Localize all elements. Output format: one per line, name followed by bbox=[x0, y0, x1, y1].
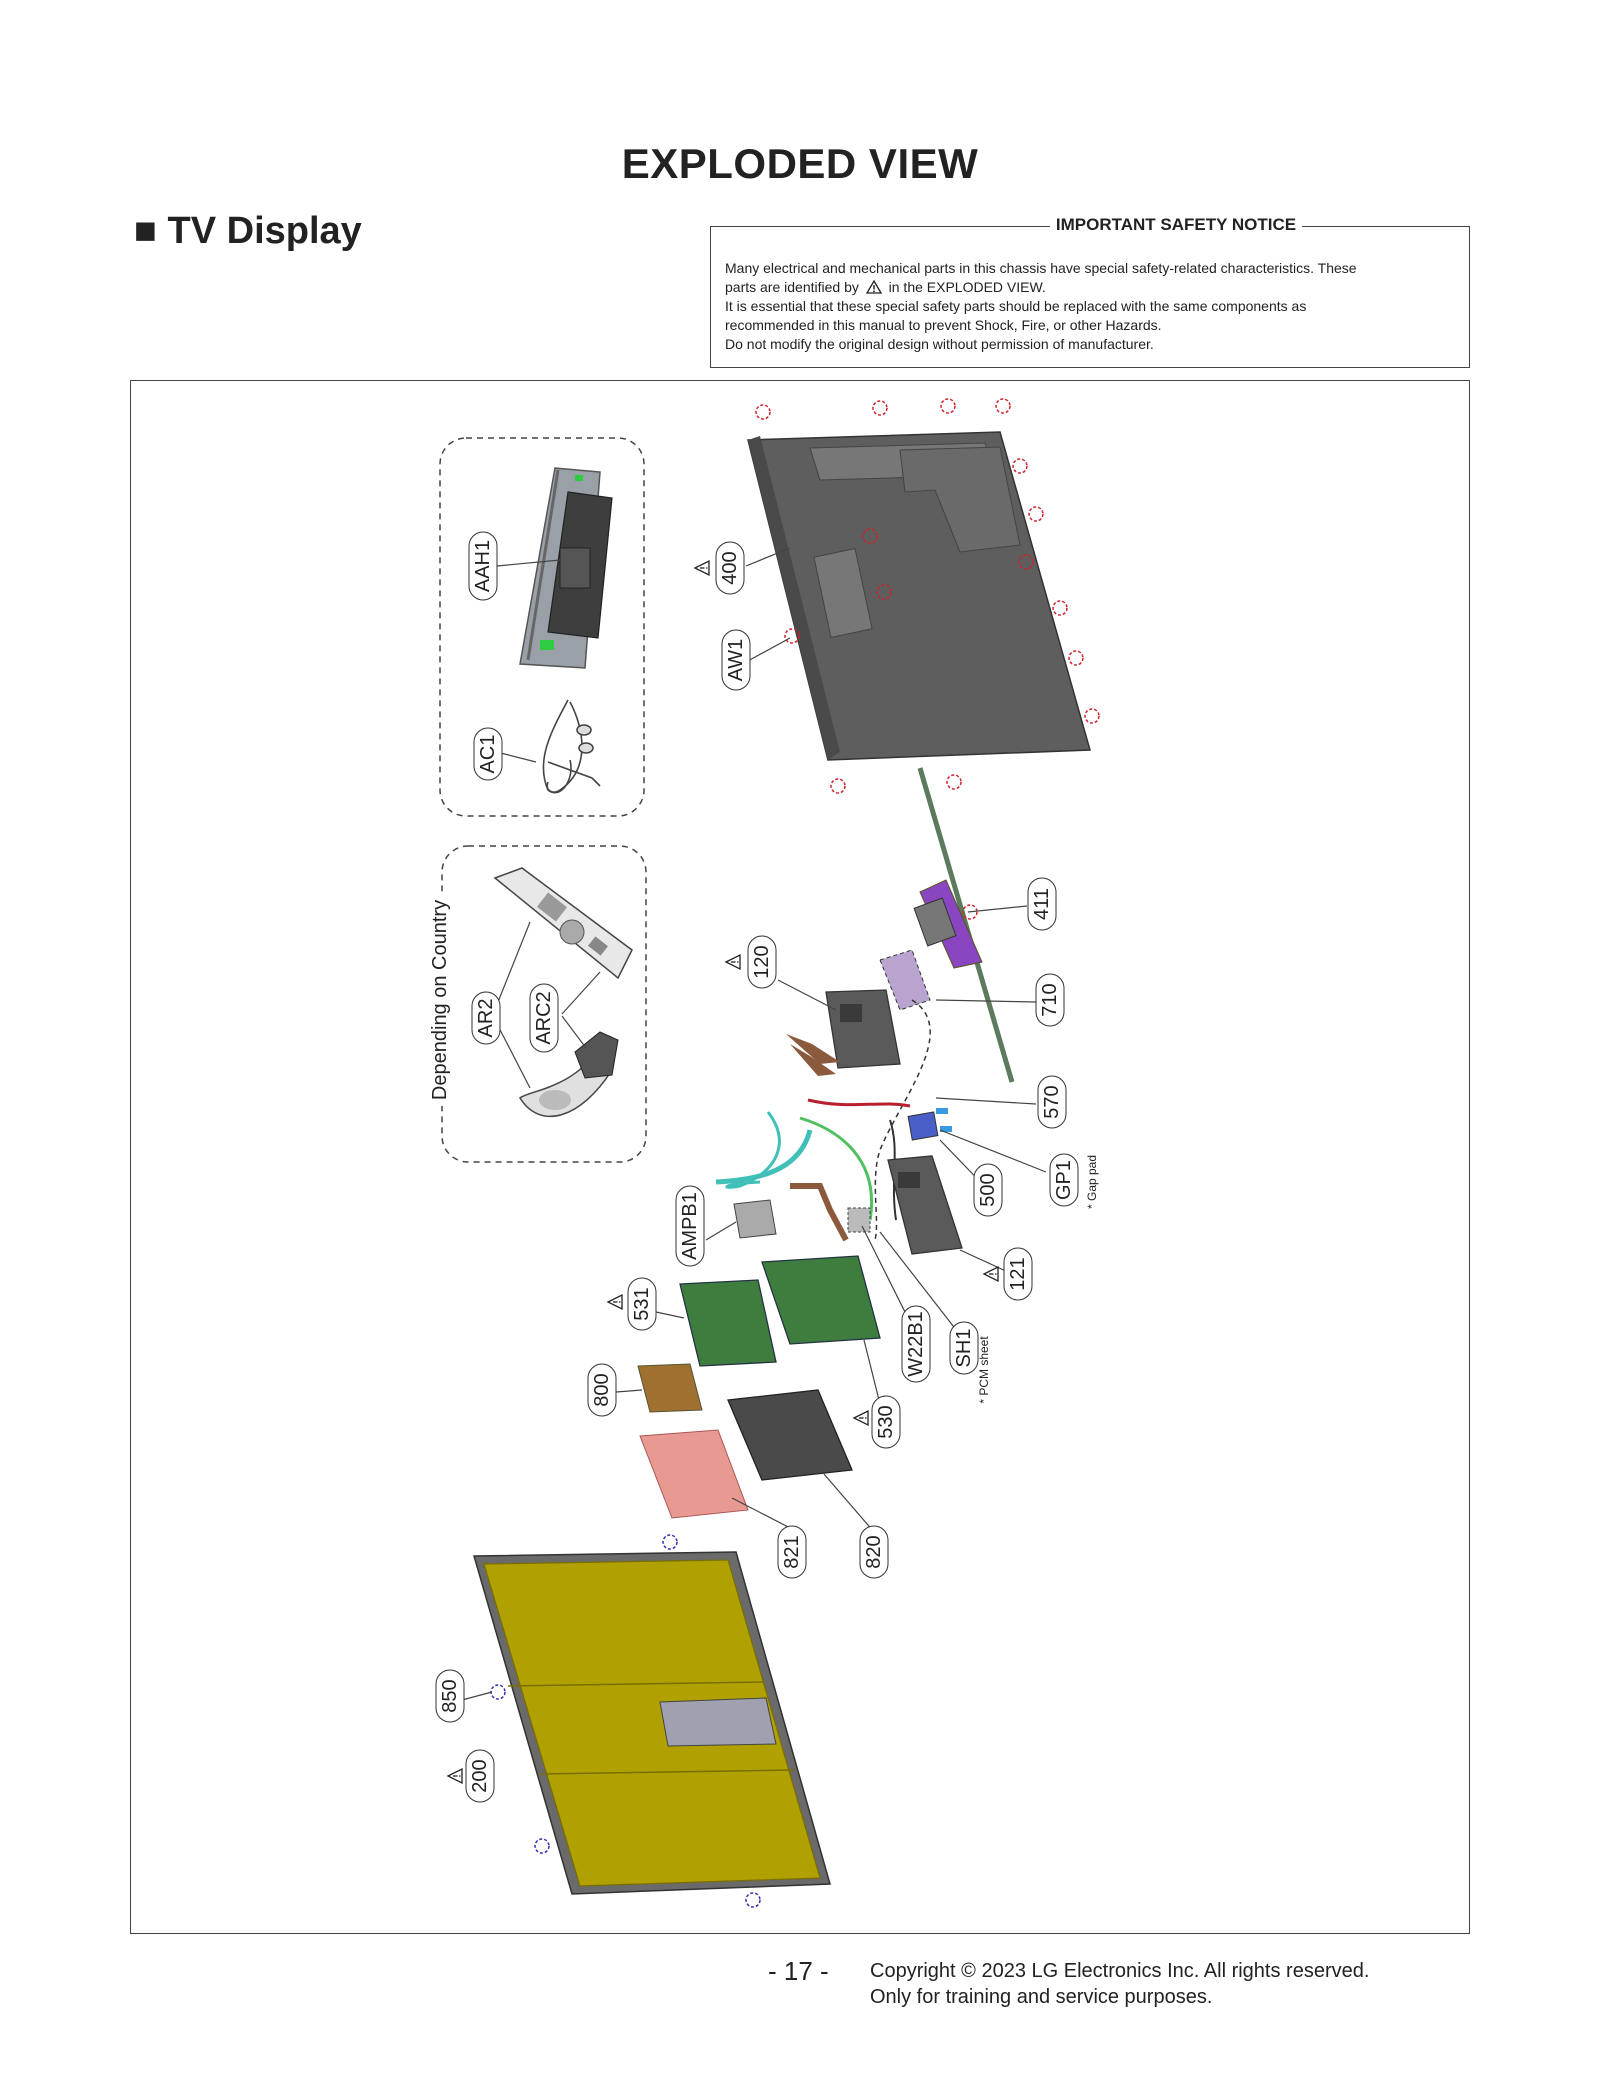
amp-board-part bbox=[734, 1200, 776, 1238]
svg-text:820: 820 bbox=[863, 1535, 885, 1569]
back-cover-part bbox=[748, 432, 1090, 760]
page-number: - 17 - bbox=[768, 1956, 829, 1986]
safety-notice-heading: IMPORTANT SAFETY NOTICE bbox=[1050, 215, 1302, 234]
label-800 bbox=[588, 1364, 616, 1416]
page-title: EXPLODED VIEW bbox=[621, 140, 979, 187]
label-200 bbox=[466, 1750, 494, 1802]
insulation-sheet-part bbox=[640, 1430, 748, 1518]
copyright-notice bbox=[870, 1958, 1369, 2010]
notice-line-2a: parts are identified by bbox=[725, 279, 859, 295]
label-w22b1 bbox=[902, 1306, 930, 1382]
svg-text:530: 530 bbox=[875, 1405, 897, 1439]
label-depending-on-country bbox=[428, 894, 452, 1106]
warning-triangle-icon-531 bbox=[608, 1295, 622, 1309]
warning-triangle-icon-530 bbox=[854, 1411, 868, 1425]
main-board-part bbox=[786, 990, 900, 1076]
teal-flex-cable bbox=[716, 1130, 810, 1182]
brown-ffc bbox=[790, 1186, 846, 1240]
label-710 bbox=[1036, 974, 1064, 1026]
warning-triangle-icon-120 bbox=[726, 955, 740, 969]
svg-text:* Gap pad: * Gap pad bbox=[1085, 1154, 1099, 1210]
label-570 bbox=[1038, 1076, 1066, 1128]
svg-text:400: 400 bbox=[719, 551, 741, 585]
label-arc2 bbox=[530, 984, 558, 1052]
svg-text:Depending on Country: Depending on Country bbox=[429, 899, 451, 1101]
shield-plate-part bbox=[728, 1390, 852, 1480]
notice-line-1: Many electrical and mechanical parts in this chassis have special safety-related characteristics. These bbox=[725, 260, 1357, 276]
section-title: ■ TV Display bbox=[134, 210, 362, 252]
label-820 bbox=[860, 1526, 888, 1578]
svg-text:* PCM sheet: * PCM sheet bbox=[977, 1336, 991, 1404]
w22b1-module bbox=[848, 1208, 870, 1232]
speaker-bracket-part bbox=[638, 1364, 702, 1412]
label-ac1 bbox=[474, 728, 502, 780]
wall-bracket-part bbox=[520, 468, 612, 668]
svg-text:411: 411 bbox=[1031, 888, 1053, 920]
sub-board-part bbox=[888, 1156, 962, 1254]
notice-line-3: It is essential that these special safety parts should be replaced with the same components as bbox=[725, 298, 1307, 314]
rail-bracket-part bbox=[914, 768, 1012, 1082]
label-400 bbox=[716, 542, 744, 594]
label-850 bbox=[436, 1670, 464, 1722]
label-aw1 bbox=[722, 630, 750, 690]
warning-triangle-icon-121 bbox=[984, 1267, 998, 1281]
svg-text:AC1: AC1 bbox=[477, 734, 499, 774]
svg-text:ARC2: ARC2 bbox=[533, 991, 555, 1045]
label-aah1 bbox=[469, 532, 497, 600]
label-121 bbox=[1004, 1248, 1032, 1300]
svg-text:500: 500 bbox=[977, 1173, 999, 1207]
svg-text:570: 570 bbox=[1041, 1085, 1063, 1119]
av-cable-part bbox=[543, 700, 600, 793]
notice-line-2b: in the EXPLODED VIEW. bbox=[888, 279, 1046, 295]
label-ampb1 bbox=[676, 1186, 704, 1266]
svg-text:531: 531 bbox=[631, 1287, 653, 1321]
warning-triangle-icon-200 bbox=[448, 1769, 462, 1783]
warning-triangle-icon-400 bbox=[695, 561, 709, 575]
notice-line-4: recommended in this manual to prevent Shock, Fire, or other Hazards. bbox=[725, 317, 1162, 333]
svg-text:710: 710 bbox=[1039, 983, 1061, 1017]
power-supply-board-part bbox=[762, 1256, 880, 1344]
svg-text:AAH1: AAH1 bbox=[472, 539, 494, 593]
remote-control-part bbox=[495, 868, 632, 978]
power-board-part bbox=[908, 1108, 952, 1140]
label-pcm-sheet bbox=[977, 1336, 991, 1404]
svg-text:121: 121 bbox=[1007, 1257, 1029, 1291]
svg-text:850: 850 bbox=[439, 1679, 461, 1713]
svg-text:AMPB1: AMPB1 bbox=[679, 1192, 701, 1260]
t-con-board-part bbox=[680, 1280, 776, 1366]
notice-line-5: Do not modify the original design without permission of manufacturer. bbox=[725, 336, 1154, 352]
label-120 bbox=[748, 936, 776, 988]
label-500 bbox=[974, 1164, 1002, 1216]
svg-text:GP1: GP1 bbox=[1053, 1159, 1075, 1201]
label-530 bbox=[872, 1396, 900, 1448]
red-cable bbox=[808, 1100, 910, 1106]
display-panel-part bbox=[474, 1552, 830, 1894]
svg-text:AW1: AW1 bbox=[725, 638, 747, 682]
svg-text:821: 821 bbox=[781, 1535, 803, 1569]
svg-text:AR2: AR2 bbox=[475, 998, 497, 1038]
svg-text:SH1: SH1 bbox=[953, 1328, 975, 1368]
svg-text:800: 800 bbox=[591, 1373, 613, 1407]
label-531 bbox=[628, 1278, 656, 1330]
label-ar2 bbox=[472, 992, 500, 1044]
label-411 bbox=[1028, 878, 1056, 930]
svg-text:120: 120 bbox=[751, 945, 773, 979]
label-gp1 bbox=[1050, 1154, 1078, 1206]
purpose-line: Only for training and service purposes. bbox=[870, 1986, 1213, 2008]
label-gap-pad bbox=[1085, 1155, 1099, 1209]
svg-text:W22B1: W22B1 bbox=[905, 1311, 927, 1377]
copyright-line: Copyright © 2023 LG Electronics Inc. All rights reserved. bbox=[870, 1960, 1370, 1982]
label-sh1 bbox=[950, 1322, 978, 1374]
svg-text:200: 200 bbox=[469, 1759, 491, 1793]
label-821 bbox=[778, 1526, 806, 1578]
